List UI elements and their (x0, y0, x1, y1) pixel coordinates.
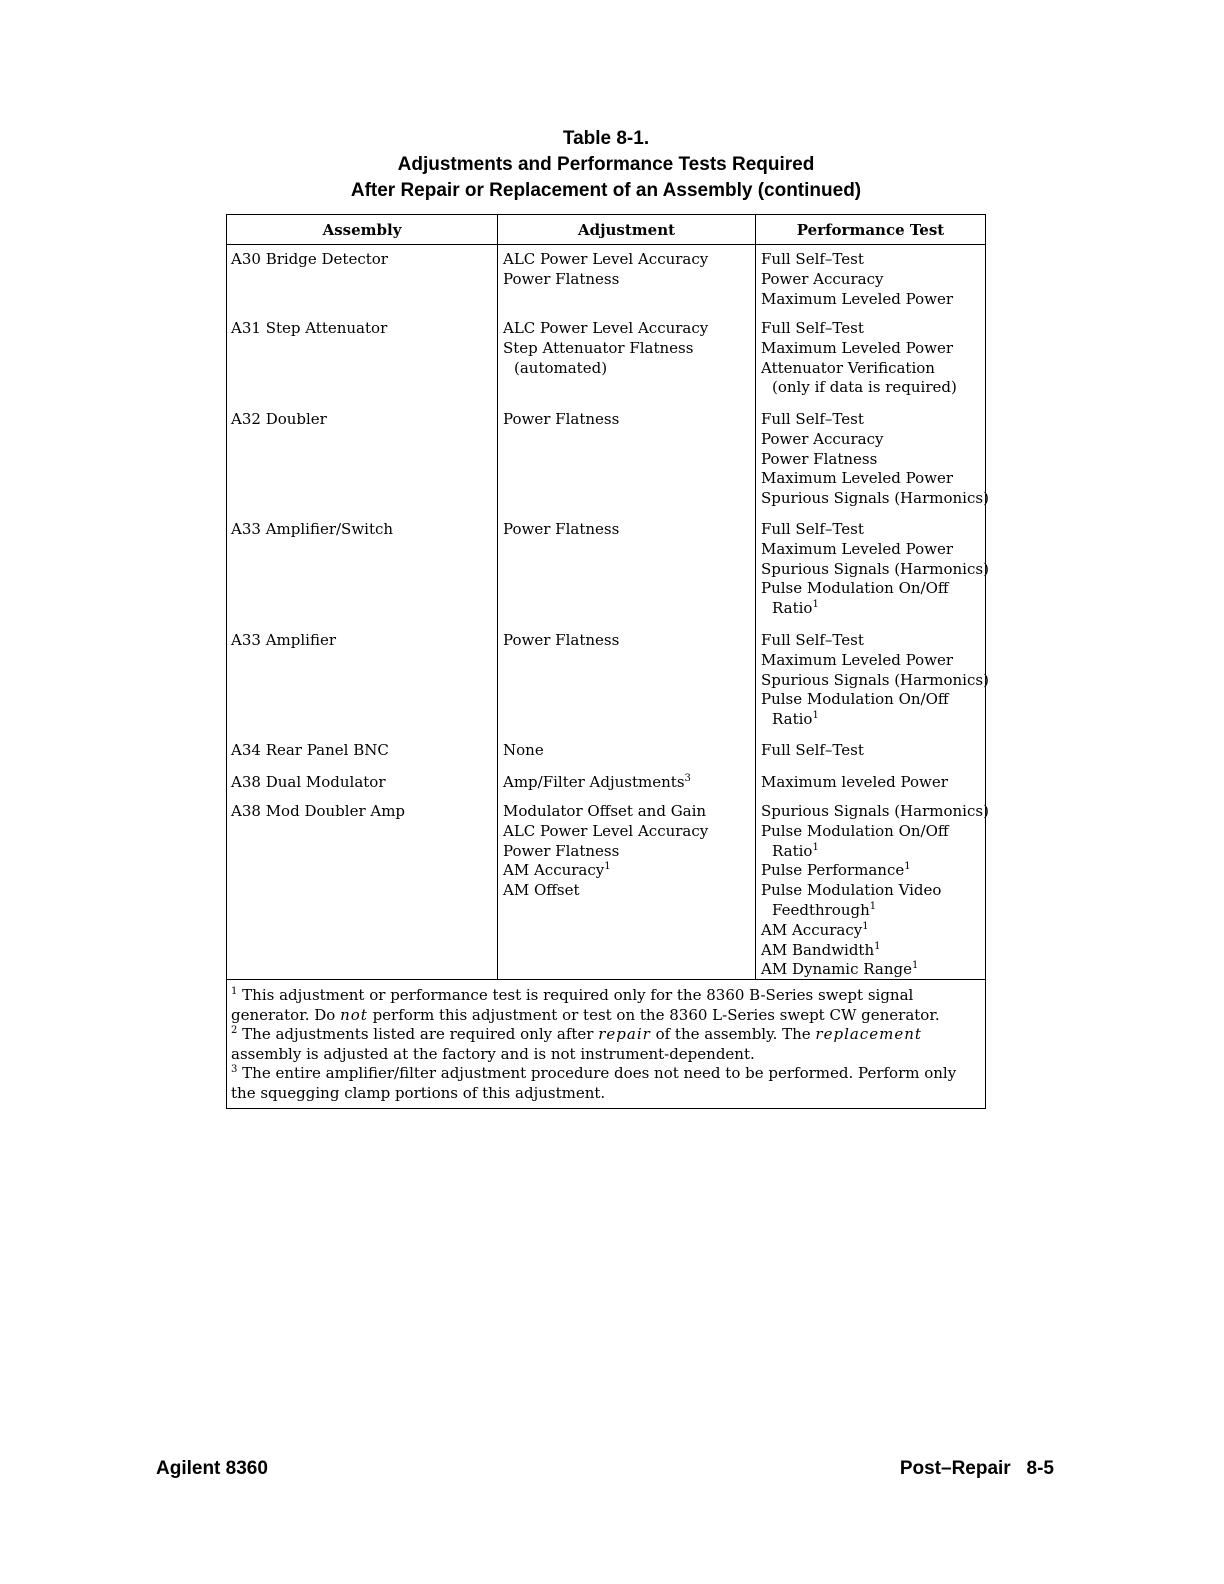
performance-cell (761, 802, 989, 979)
assembly-name: A31 Step Attenuator (231, 319, 388, 337)
cell-text: Spurious Signals (Harmonics) (761, 489, 989, 508)
cell-text: Step Attenuator Flatness (503, 338, 694, 357)
cell-text: None (503, 741, 544, 759)
table-number: Table 8-1. (562, 128, 650, 149)
assembly-name: A30 Bridge Detector (231, 250, 388, 268)
cell-line (761, 469, 985, 489)
cell-line (761, 631, 985, 651)
table-footnotes (227, 979, 985, 1108)
cell-line (761, 901, 985, 921)
cell-text: Full Self–Test (761, 250, 864, 268)
footnote-number: 2 (231, 1025, 238, 1037)
cell-line (503, 270, 755, 290)
cell-text: ALC Power Level Accuracy (503, 821, 709, 840)
cell-line (761, 339, 985, 359)
cell-text: Ratio (772, 599, 813, 618)
footnote-ref: 1 (862, 920, 869, 932)
cell-line (761, 651, 985, 671)
adjustment-cell (503, 520, 755, 631)
cell-text: Amp/Filter Adjustments (503, 773, 685, 791)
assembly-cell (231, 410, 497, 520)
footer-page: Post–Repair 8-5 (899, 1458, 1054, 1479)
cell-text: Pulse Modulation Video (761, 881, 942, 900)
assembly-name: A38 Mod Doubler Amp (231, 802, 406, 820)
adjustment-cell (503, 802, 755, 979)
cell-text: (only if data is required) (772, 378, 957, 397)
footer-product: Agilent 8360 (156, 1458, 268, 1479)
cell-line (761, 250, 985, 270)
adjustments-table (226, 214, 989, 1109)
cell-text: Power Flatness (503, 841, 620, 860)
assembly-name: A34 Rear Panel BNC (231, 741, 389, 759)
assembly-name: A33 Amplifier (231, 631, 336, 649)
cell-line (503, 773, 755, 793)
header-performance-test: Performance Test (796, 221, 945, 239)
cell-line (761, 842, 985, 862)
footnote-ref: 1 (812, 599, 819, 611)
cell-text: Full Self–Test (761, 631, 864, 649)
cell-text: Ratio (772, 841, 813, 860)
cell-text: Power Flatness (503, 520, 620, 538)
header-adjustment: Adjustment (498, 215, 756, 244)
footnote-emphasis: replacement (815, 1025, 922, 1044)
assembly-name: A33 Amplifier/Switch (231, 520, 394, 538)
performance-cell (761, 631, 989, 741)
cell-text: Maximum Leveled Power (761, 338, 954, 357)
cell-line (503, 250, 755, 270)
performance-cell (761, 773, 985, 802)
assembly-column (227, 245, 498, 979)
assembly-cell (231, 741, 497, 773)
cell-text: Power Accuracy (761, 429, 884, 448)
cell-line (761, 410, 985, 430)
cell-line (761, 579, 985, 599)
cell-line (503, 861, 755, 881)
cell-line (761, 741, 985, 761)
performance-cell (761, 410, 989, 520)
cell-text: Maximum Leveled Power (761, 539, 954, 558)
cell-line (503, 802, 755, 822)
cell-text: Maximum Leveled Power (761, 650, 954, 669)
cell-line (503, 359, 755, 379)
cell-text: Modulator Offset and Gain (503, 802, 707, 820)
cell-text: Attenuator Verification (761, 358, 935, 377)
adjustment-cell (503, 741, 755, 773)
table-subtitle: After Repair or Replacement of an Assembly (continued) (350, 180, 862, 201)
cell-line (761, 941, 985, 961)
cell-line (761, 802, 989, 822)
cell-line (761, 861, 985, 881)
assembly-cell (231, 631, 497, 741)
footnote-text: The entire amplifier/filter adjustment procedure does not need to be performed. Perform only the squegging clamp portions of this adjustment. (231, 1064, 957, 1102)
cell-text: Ratio (772, 710, 813, 729)
cell-text: ALC Power Level Accuracy (503, 319, 709, 337)
footnote-emphasis: repair (598, 1025, 651, 1044)
footnote-ref: 1 (812, 841, 819, 853)
cell-line (761, 359, 985, 379)
cell-text: Full Self–Test (761, 741, 864, 759)
cell-line (761, 450, 985, 470)
cell-line (503, 741, 755, 761)
assembly-cell (231, 319, 497, 410)
cell-line (761, 430, 985, 450)
cell-text: Pulse Modulation On/Off (761, 579, 949, 598)
cell-line (761, 270, 985, 290)
cell-text: Power Accuracy (761, 269, 884, 288)
assembly-name: A38 Dual Modulator (231, 773, 386, 791)
performance-cell (761, 741, 985, 773)
cell-text: Maximum Leveled Power (761, 289, 954, 308)
cell-line (503, 410, 755, 430)
cell-text: Power Flatness (503, 410, 620, 428)
assembly-name: A32 Doubler (231, 410, 327, 428)
footnote-number: 1 (231, 986, 238, 997)
adjustment-cell (503, 773, 755, 802)
cell-text: Power Flatness (503, 631, 620, 649)
adjustment-cell (503, 631, 755, 741)
cell-text: AM Bandwidth (761, 940, 875, 959)
adjustment-cell (503, 319, 755, 410)
cell-text: Full Self–Test (761, 520, 864, 538)
cell-text: Spurious Signals (Harmonics) (761, 559, 989, 578)
adjustment-column (498, 245, 756, 979)
footnote-text: assembly is adjusted at the factory and is not instrument-dependent. (231, 1044, 755, 1063)
cell-line (761, 960, 985, 980)
cell-text: ALC Power Level Accuracy (503, 250, 709, 268)
footnote-ref: 1 (904, 861, 911, 873)
adjustment-cell (503, 410, 755, 520)
cell-text: Spurious Signals (Harmonics) (761, 670, 989, 689)
footnote-ref: 1 (869, 900, 877, 912)
cell-line (761, 881, 985, 901)
cell-text: Feedthrough (772, 900, 870, 919)
footnote-ref: 1 (911, 960, 919, 972)
performance-cell (761, 250, 985, 319)
cell-text: Pulse Performance (761, 861, 905, 880)
cell-line (761, 290, 985, 310)
cell-line (761, 599, 985, 619)
cell-text: Maximum leveled Power (761, 773, 948, 791)
cell-line (761, 822, 985, 842)
cell-text: Full Self–Test (761, 319, 864, 337)
footnote-ref: 3 (684, 773, 691, 784)
cell-text: Maximum Leveled Power (761, 469, 954, 488)
cell-text: Power Flatness (761, 449, 878, 468)
cell-line (761, 319, 985, 339)
cell-line (503, 520, 755, 540)
cell-line (761, 489, 989, 509)
header-assembly: Assembly (227, 215, 498, 244)
table-title: Adjustments and Performance Tests Required (397, 154, 815, 175)
table-header (227, 215, 985, 245)
table-body (227, 245, 989, 979)
footnote-ref: 1 (604, 861, 611, 873)
cell-text: Spurious Signals (Harmonics) (761, 802, 989, 820)
assembly-cell (231, 802, 497, 979)
assembly-cell (231, 520, 497, 631)
performance-cell (761, 319, 985, 410)
cell-line (761, 559, 989, 580)
cell-text: (automated) (514, 358, 608, 377)
cell-text: Power Flatness (503, 269, 620, 288)
cell-line (761, 540, 985, 560)
cell-text: AM Accuracy (761, 920, 863, 939)
cell-line (761, 690, 985, 710)
cell-line (761, 670, 989, 691)
cell-line (503, 881, 755, 901)
cell-text: AM Accuracy (503, 861, 605, 880)
footnote-ref: 1 (812, 710, 819, 722)
footnote (231, 986, 981, 1025)
cell-line (503, 339, 755, 359)
cell-line (761, 773, 985, 793)
footnote-number: 3 (231, 1064, 238, 1076)
adjustment-cell (503, 250, 755, 319)
assembly-cell (231, 773, 497, 802)
cell-text: AM Dynamic Range (761, 960, 912, 979)
cell-line (503, 319, 755, 339)
cell-line (503, 822, 755, 842)
cell-line (503, 631, 755, 651)
cell-text: Pulse Modulation On/Off (761, 821, 949, 840)
performance-cell (761, 520, 989, 631)
footnote-emphasis: not (340, 1005, 368, 1024)
footnote-text: This adjustment or performance test is required only for the 8360 B-Series swept signal generator. Do (231, 986, 914, 1024)
cell-text: Full Self–Test (761, 410, 864, 428)
cell-line (761, 378, 985, 398)
cell-line (761, 520, 985, 540)
cell-text: Pulse Modulation On/Off (761, 690, 949, 709)
cell-line (761, 710, 985, 730)
footnote (231, 1064, 981, 1103)
performance-column (756, 245, 989, 979)
footnote-text: The adjustments listed are required only after (242, 1025, 599, 1044)
footnote (231, 1025, 981, 1064)
footnote-ref: 1 (874, 940, 881, 952)
footnote-text: perform this adjustment or test on the 8360 L-Series swept CW generator. (367, 1005, 940, 1024)
assembly-cell (231, 250, 497, 319)
footnote-text: of the assembly. The (650, 1025, 816, 1044)
cell-line (761, 921, 985, 941)
cell-line (503, 842, 755, 862)
cell-text: AM Offset (503, 881, 580, 900)
